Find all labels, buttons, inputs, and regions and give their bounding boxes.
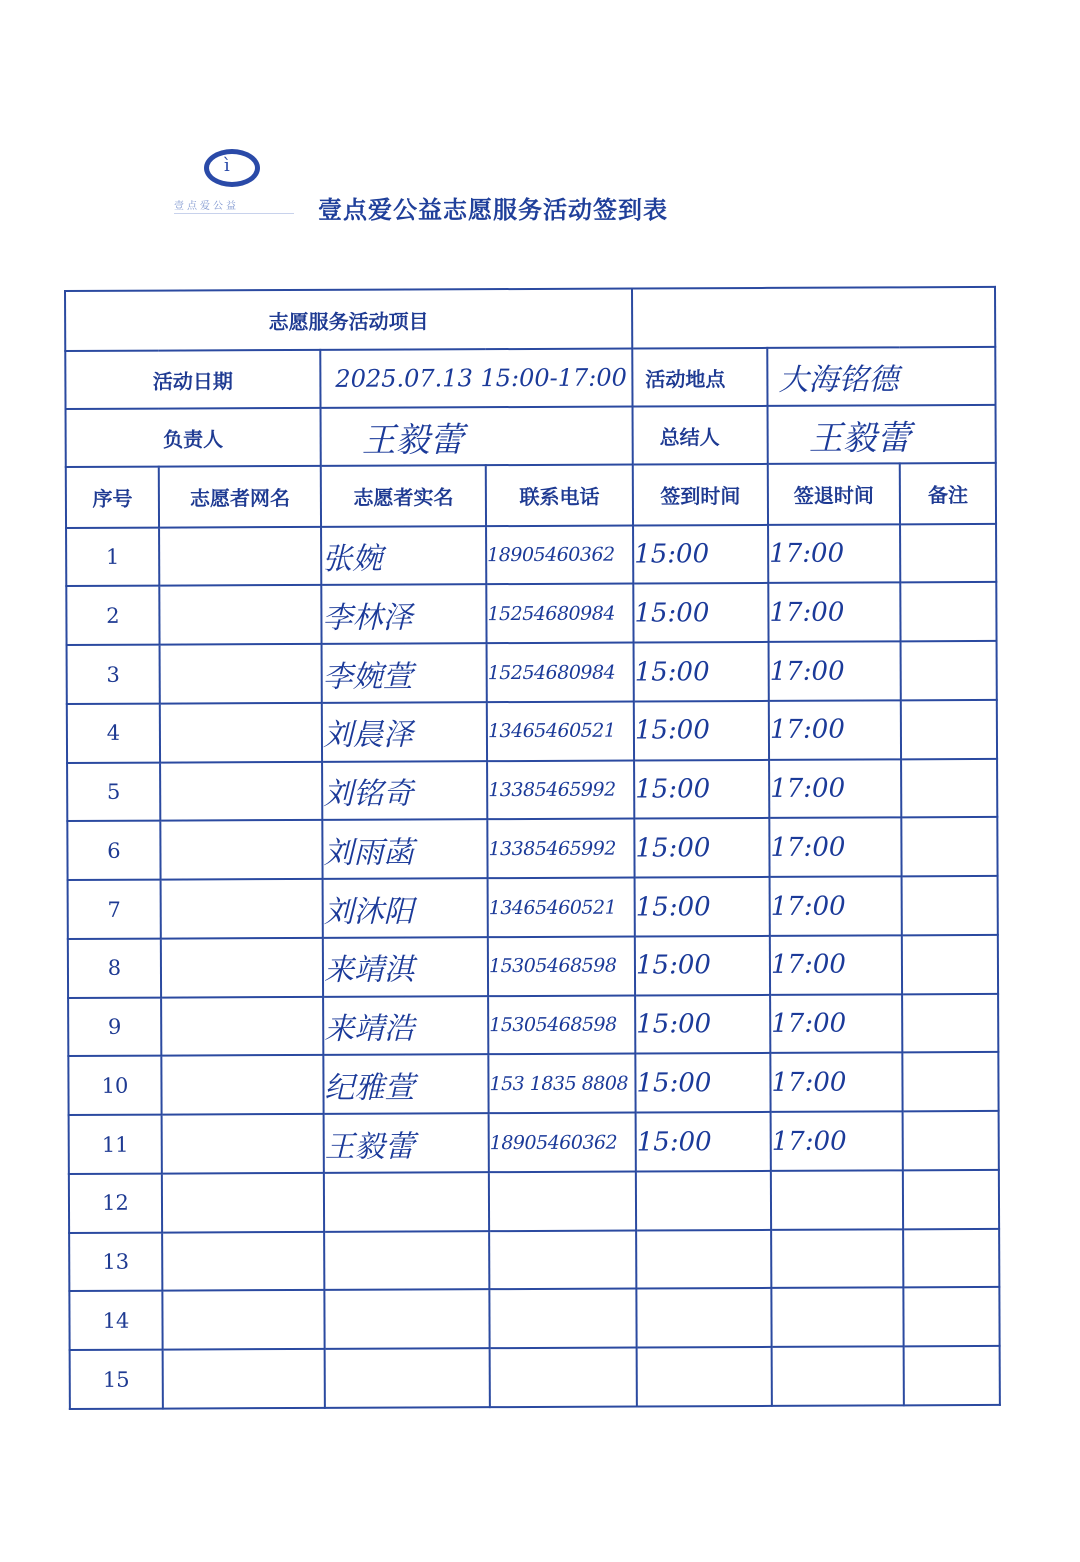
note (901, 759, 997, 818)
location-label: 活动地点 (632, 348, 767, 407)
leader-value: 王毅蕾 (321, 407, 633, 467)
note (902, 876, 998, 935)
volunteer-nickname (161, 997, 323, 1056)
volunteer-nickname (160, 762, 322, 821)
organization-logo (172, 145, 297, 225)
row-number: 12 (69, 1173, 162, 1232)
volunteer-name: 张婉 (321, 526, 486, 585)
checkout-time: 17:00 (769, 818, 901, 877)
note (904, 1346, 1000, 1405)
date-location-row (65, 347, 995, 409)
volunteer-name: 来靖浩 (323, 996, 488, 1055)
volunteer-name: 刘雨菡 (322, 820, 487, 879)
project-row (65, 287, 995, 351)
volunteer-name: 来靖淇 (323, 937, 488, 996)
row-number: 10 (68, 1056, 161, 1115)
phone-number: 13465460521 (488, 878, 635, 937)
table-row (68, 1052, 998, 1115)
table-row (68, 935, 998, 998)
checkin-time: 15:00 (635, 995, 770, 1054)
note (901, 641, 997, 700)
checkin-time: 15:00 (634, 701, 769, 760)
volunteer-nickname (161, 938, 323, 997)
volunteer-nickname (162, 1114, 324, 1173)
phone-number: 18905460362 (486, 525, 633, 584)
row-number: 5 (67, 762, 160, 821)
volunteer-nickname (163, 1349, 325, 1409)
sign-in-table (64, 286, 1001, 1410)
phone-number: 15254680984 (486, 584, 633, 643)
checkin-time: 15:00 (635, 936, 770, 995)
phone-number: 13465460521 (487, 701, 634, 760)
people-row (66, 405, 996, 467)
row-number: 11 (69, 1115, 162, 1174)
note (900, 582, 996, 641)
volunteer-nickname (160, 703, 322, 762)
volunteer-name (324, 1231, 489, 1290)
table-row (69, 1229, 999, 1292)
row-number: 6 (67, 821, 160, 880)
note (903, 1287, 999, 1346)
phone-number: 15254680984 (487, 643, 634, 702)
row-number: 14 (69, 1291, 162, 1350)
note (902, 935, 998, 994)
checkout-time: 17:00 (770, 935, 902, 994)
table-row (67, 641, 997, 704)
row-number: 1 (66, 527, 159, 586)
logo-text: 壹点爱公益 (174, 201, 239, 212)
logo-mark-icon: ì (224, 155, 230, 176)
checkin-time: 15:00 (634, 818, 769, 877)
volunteer-nickname (159, 585, 321, 644)
volunteer-nickname (160, 644, 322, 703)
phone-number (490, 1348, 637, 1408)
volunteer-nickname (160, 820, 322, 879)
checkout-time (771, 1170, 903, 1229)
phone-number: 15305468598 (488, 936, 635, 995)
row-number: 9 (68, 997, 161, 1056)
phone-number: 18905460362 (489, 1113, 636, 1172)
phone-number: 13385465992 (487, 760, 634, 819)
volunteer-nickname (161, 1055, 323, 1114)
row-number: 13 (69, 1232, 162, 1291)
row-number: 15 (70, 1350, 163, 1409)
page-title: 壹点爱公益志愿服务活动签到表 (318, 196, 668, 224)
checkin-time (637, 1347, 772, 1406)
summarizer-label: 总结人 (633, 406, 768, 465)
col-header-checkin: 签到时间 (633, 464, 768, 525)
location-value: 大海铭德 (767, 347, 995, 406)
col-header-phone: 联系电话 (486, 465, 633, 526)
checkout-time: 17:00 (769, 700, 901, 759)
project-value (632, 287, 995, 349)
checkin-time (636, 1230, 771, 1289)
checkout-time: 17:00 (769, 641, 901, 700)
volunteer-nickname (159, 527, 321, 586)
checkin-time: 15:00 (633, 583, 768, 642)
phone-number: 13385465992 (487, 819, 634, 878)
row-number: 8 (68, 938, 161, 997)
phone-number (489, 1289, 636, 1348)
checkout-time: 17:00 (771, 1111, 903, 1170)
volunteer-name: 李林泽 (321, 585, 486, 644)
checkin-time: 15:00 (636, 1112, 771, 1171)
table-row (67, 817, 997, 880)
volunteer-name (325, 1348, 490, 1408)
checkout-time: 17:00 (770, 994, 902, 1053)
volunteer-nickname (162, 1173, 324, 1232)
checkin-time: 15:00 (634, 760, 769, 819)
col-header-checkout: 签退时间 (768, 464, 900, 525)
checkout-time: 17:00 (770, 876, 902, 935)
table-row (69, 1111, 999, 1174)
row-number: 3 (67, 645, 160, 704)
table-row (69, 1170, 999, 1233)
checkout-time (771, 1288, 903, 1347)
checkin-time: 15:00 (633, 525, 768, 584)
note (902, 1052, 998, 1111)
volunteer-nickname (161, 879, 323, 938)
table-row (68, 876, 998, 939)
table-row (66, 524, 996, 587)
row-number: 2 (66, 586, 159, 645)
logo-ring-icon (204, 149, 260, 187)
phone-number (489, 1230, 636, 1289)
volunteer-name: 刘沐阳 (323, 878, 488, 937)
note (903, 1170, 999, 1229)
checkout-time: 17:00 (768, 524, 900, 583)
checkout-time (772, 1346, 904, 1405)
note (901, 700, 997, 759)
volunteer-name: 刘铭奇 (322, 761, 487, 820)
row-number: 4 (67, 703, 160, 762)
col-header-name: 志愿者实名 (321, 466, 486, 527)
summarizer-value: 王毅蕾 (768, 405, 996, 464)
volunteer-name (324, 1290, 489, 1349)
checkin-time: 15:00 (635, 877, 770, 936)
volunteer-nickname (162, 1290, 324, 1349)
volunteer-name: 刘晨泽 (322, 702, 487, 761)
note (900, 524, 996, 583)
table-row (70, 1346, 1000, 1409)
checkout-time (771, 1229, 903, 1288)
table-row (66, 582, 996, 645)
leader-label: 负责人 (66, 408, 321, 467)
volunteer-name (324, 1172, 489, 1231)
table-row (69, 1287, 999, 1350)
checkin-time (636, 1171, 771, 1230)
note (902, 994, 998, 1053)
volunteer-name: 王毅蕾 (324, 1113, 489, 1172)
logo-divider (174, 213, 294, 214)
volunteer-nickname (162, 1231, 324, 1290)
checkout-time: 17:00 (770, 1053, 902, 1112)
table-row (67, 700, 997, 763)
note (903, 1229, 999, 1288)
volunteer-name: 纪雅萱 (323, 1055, 488, 1114)
project-label: 志愿服务活动项目 (65, 289, 632, 352)
note (903, 1111, 999, 1170)
table-row (67, 759, 997, 822)
date-value: 2025.07.13 15:00-17:00 (320, 349, 632, 409)
date-label: 活动日期 (65, 350, 320, 409)
col-header-note: 备注 (900, 463, 996, 524)
checkin-time (636, 1288, 771, 1347)
checkout-time: 17:00 (769, 759, 901, 818)
phone-number (489, 1171, 636, 1230)
checkin-time: 15:00 (635, 1053, 770, 1112)
note (901, 817, 997, 876)
column-header-row (66, 463, 996, 527)
checkout-time: 17:00 (768, 583, 900, 642)
col-header-nickname: 志愿者网名 (159, 466, 321, 527)
phone-number: 153 1835 8808 (488, 1054, 635, 1113)
row-number: 7 (68, 880, 161, 939)
volunteer-name: 李婉萱 (322, 643, 487, 702)
checkin-time: 15:00 (634, 642, 769, 701)
col-header-no: 序号 (66, 467, 159, 528)
table-row (68, 994, 998, 1057)
phone-number: 15305468598 (488, 995, 635, 1054)
